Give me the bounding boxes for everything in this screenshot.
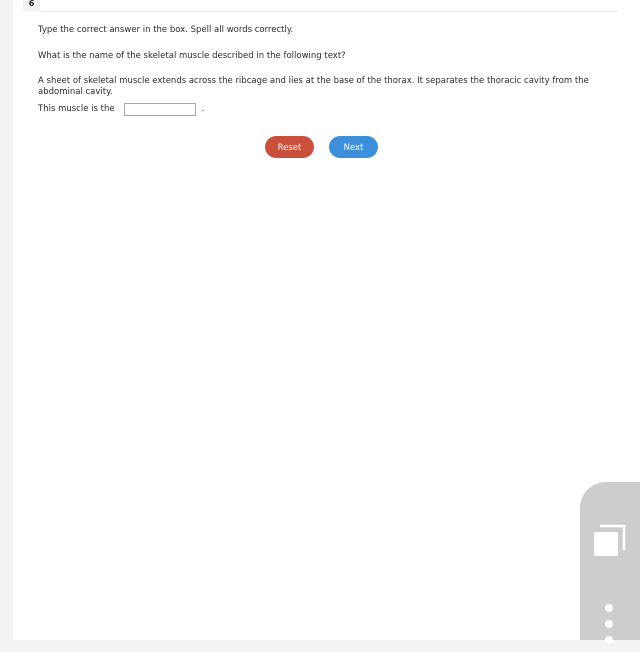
answer-suffix: . [201,104,205,114]
answer-prefix: This muscle is the [38,104,115,114]
answer-row [38,102,204,116]
question-prompt: What is the name of the skeletal muscle described in the following text? [38,51,346,61]
more-options-icon[interactable] [605,604,615,652]
question-page [13,0,640,640]
question-number: 6 [23,0,40,11]
answer-input[interactable] [124,103,196,116]
passage-text: A sheet of skeletal muscle extends across the ribcage and lies at the base of the thorax. It separates the thoracic cavity from the abdominal cavity. [38,76,589,97]
next-button[interactable]: Next [329,136,378,158]
floating-tools-panel [580,482,640,640]
reset-button[interactable]: Reset [265,136,314,158]
instruction-text: Type the correct answer in the box. Spell all words correctly. [38,25,294,35]
header-divider [41,11,618,12]
copy-icon[interactable] [592,522,628,558]
